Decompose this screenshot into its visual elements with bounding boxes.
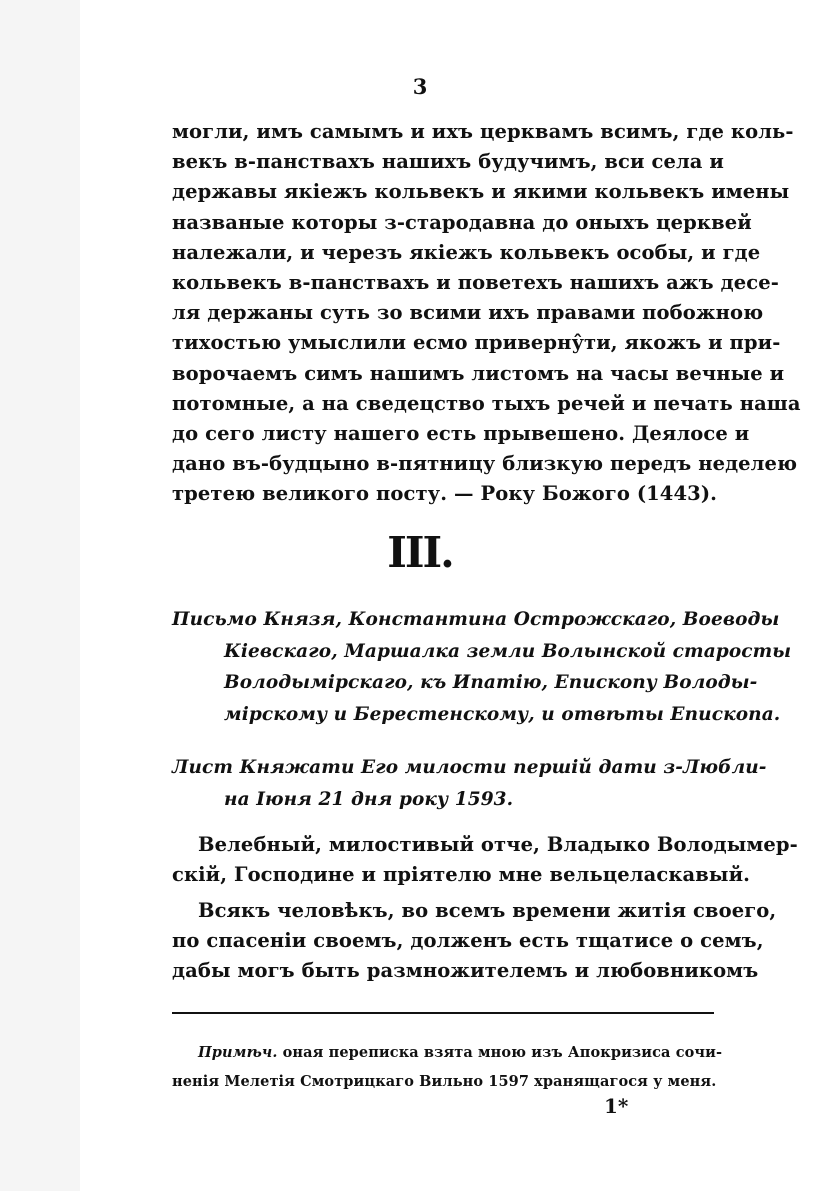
signature-mark: 1* (604, 1094, 629, 1118)
text-line: названые которы з-стародавна до оныхъ церквей (172, 210, 752, 234)
title-line: мiрскому и Берестенскому, и отвѣты Епископа. (224, 703, 781, 725)
text-line: могли, имъ самымъ и ихъ церквамъ всимъ, где коль- (172, 120, 794, 143)
title-line: Письмо Князя, Константина Острожскаго, Воеводы (172, 609, 780, 630)
paragraph-continuation (172, 117, 801, 509)
text-line: до сего листу нашего есть прывешено. Деялосе и (172, 421, 750, 445)
text-line: по спасенiи своемъ, долженъ есть тщатисе о семъ, (172, 929, 764, 953)
letter-subtitle (172, 752, 767, 815)
footnote-label: Примѣч. (198, 1044, 278, 1061)
section-numeral: III. (387, 528, 453, 577)
text-line: ля держаны суть зо всими ихъ правами побожною (172, 301, 764, 325)
paragraph-opening (172, 896, 777, 987)
footnote-line (172, 1038, 723, 1067)
text-line: ворочаемъ симъ нашимъ листомъ на часы вечные и (172, 361, 785, 385)
text-line: належали, и черезъ якiежъ кольвекъ особы, и где (172, 240, 761, 264)
text-line: дабы могъ быть размножителемъ и любовникомъ (172, 959, 759, 983)
text-line: тихостью умыслили есмо приверну̂ти, якожъ и при- (172, 331, 781, 355)
text-line: державы якiежъ кольвекъ и якими кольвекъ имены (172, 180, 790, 204)
footnote-line: ненiя Мелетiя Смотрицкаго Вильно 1597 хранящагося у меня. (172, 1073, 717, 1090)
footnote-rule (172, 1012, 714, 1014)
title-line: Кiевскаго, Маршалка земли Волынской старосты (224, 640, 792, 662)
subtitle-line: Лист Княжати Его милости першiй дати з-Любли- (172, 757, 767, 778)
text-line: дано въ-будцыно в-пятницу близкую передъ неделею (172, 452, 798, 476)
text-line: потомные, а на сведецство тыхъ речей и печать наша (172, 391, 801, 415)
subtitle-line: на Iюня 21 дня року 1593. (224, 788, 514, 810)
salutation (172, 830, 798, 890)
text-line: Всякъ человѣкъ, во всемъ времени житiя своего, (198, 899, 777, 922)
salutation-line: Велебный, милостивый отче, Владыко Володымер- (198, 833, 798, 856)
text-line: векъ в-панствахъ нашихъ будучимъ, вси села и (172, 150, 724, 174)
text-line: третею великого посту. — Року Божого (1443). (172, 482, 718, 506)
text-line: кольвекъ в-панствахъ и поветехъ нашихъ ажъ десе- (172, 270, 779, 294)
page-number: 3 (412, 74, 428, 99)
scan-margin (0, 0, 80, 1191)
letter-title (172, 604, 792, 730)
footnote (172, 1038, 723, 1096)
title-line: Володымiрскаго, къ Ипатiю, Епископу Володы- (224, 672, 758, 693)
salutation-line: скiй, Господине и прiятелю мне вельцеласкавый. (172, 863, 751, 887)
footnote-text: оная переписка взята мною изъ Апокризиса сочи- (277, 1044, 723, 1061)
